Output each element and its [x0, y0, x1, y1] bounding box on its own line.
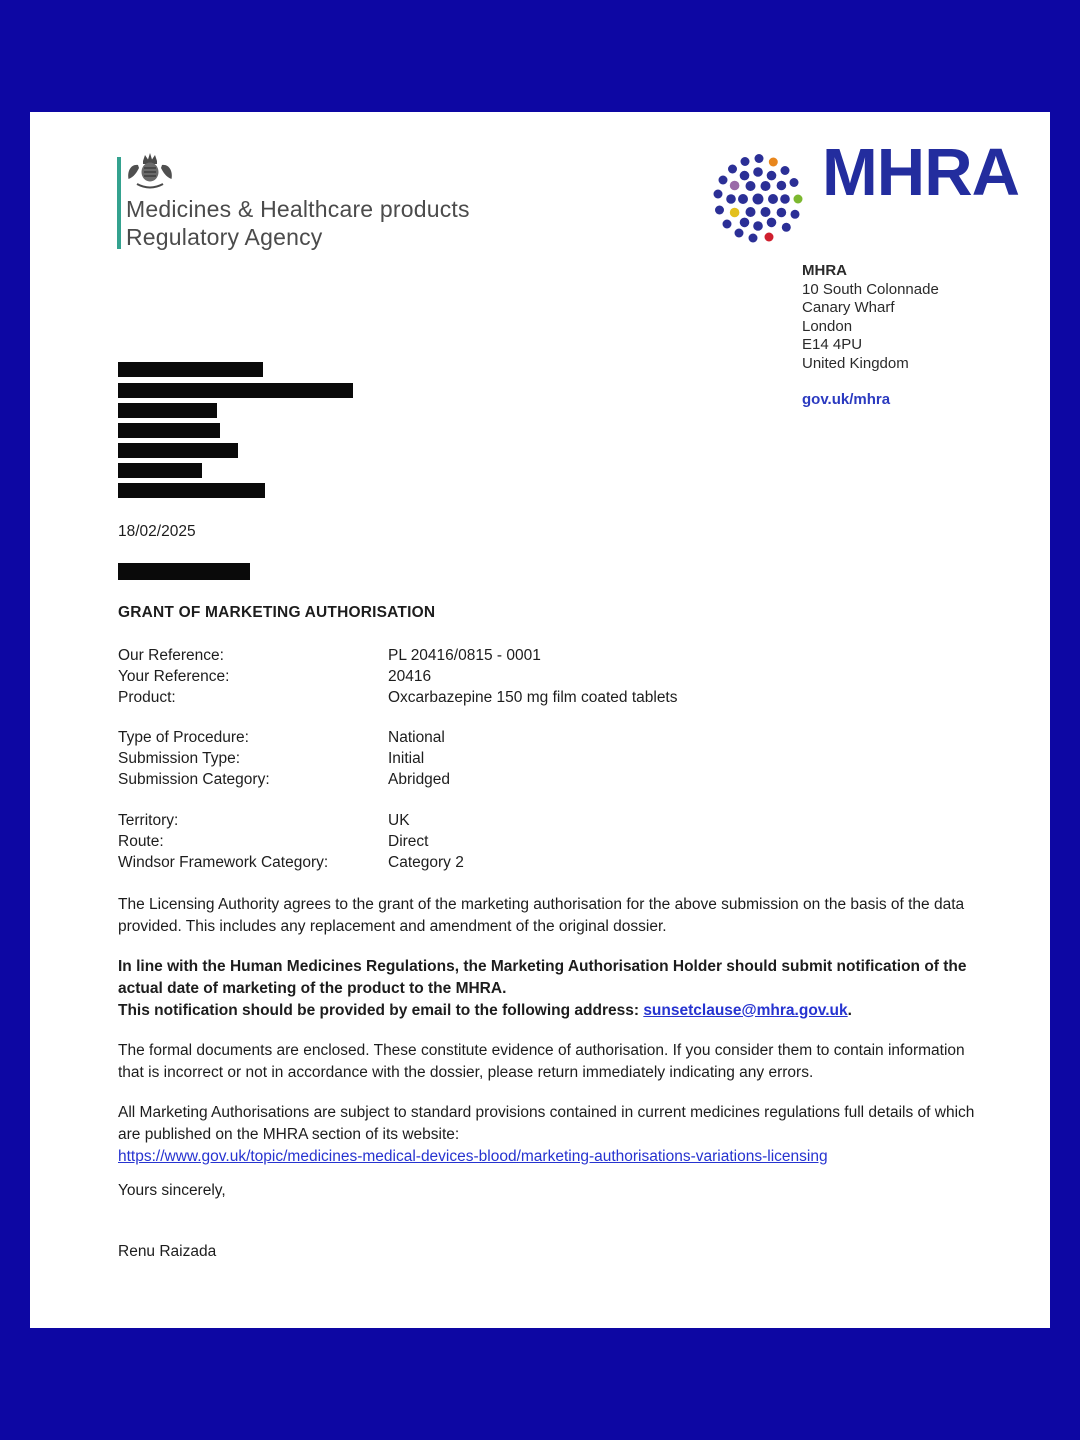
- address-line: Canary Wharf: [802, 299, 895, 316]
- procedure-table: [118, 727, 818, 790]
- mhra-address-block: [802, 262, 939, 410]
- row-value: Category 2: [388, 854, 464, 871]
- table-row: [118, 727, 818, 748]
- table-row: [118, 645, 818, 666]
- row-value: PL 20416/0815 - 0001: [388, 647, 541, 664]
- table-row: [118, 748, 818, 769]
- mhra-wordmark: MHRA: [822, 135, 1019, 210]
- table-row: [118, 831, 818, 852]
- redacted-text-bar: [118, 383, 353, 398]
- row-label: Territory:: [118, 812, 179, 829]
- teal-accent-bar: [117, 157, 121, 249]
- letter-paper: [30, 112, 1050, 1328]
- redacted-text-bar: [118, 403, 217, 418]
- letter-heading: GRANT OF MARKETING AUTHORISATION: [118, 604, 436, 621]
- row-label: Type of Procedure:: [118, 729, 249, 746]
- email-line-suffix: .: [847, 1001, 852, 1019]
- govuk-mhra-link[interactable]: gov.uk/mhra: [802, 391, 891, 408]
- paragraph-standard-provisions: [118, 1102, 980, 1167]
- notification-email-line: [118, 1000, 980, 1022]
- paragraph-formal-documents: The formal documents are enclosed. These constitute evidence of authorisation. If you consider them to contain information that is incorrect or not in accordance with the dossier, please return immediately indicating any errors.: [118, 1042, 965, 1081]
- address-name: MHRA: [802, 262, 847, 279]
- address-line: United Kingdom: [802, 354, 909, 372]
- table-row: [118, 769, 818, 790]
- sunset-clause-email-link[interactable]: sunsetclause@mhra.gov.uk: [643, 1001, 848, 1019]
- row-label: Our Reference:: [118, 647, 224, 664]
- notification-text: In line with the Human Medicines Regulations, the Marketing Authorisation Holder should submit notification of the actual date of marketing of the product to the MHRA.: [118, 958, 967, 997]
- row-value: 20416: [388, 668, 432, 685]
- redacted-text-bar: [118, 362, 263, 377]
- row-value: UK: [388, 812, 410, 829]
- table-row: [118, 810, 818, 831]
- territory-table: [118, 810, 818, 873]
- row-value: Direct: [388, 833, 429, 850]
- agency-name-line1: Medicines & Healthcare products: [126, 196, 470, 222]
- letter-date: 18/02/2025: [118, 523, 196, 540]
- row-label: Route:: [118, 833, 164, 850]
- address-line: London: [802, 317, 853, 335]
- row-value: National: [388, 729, 445, 746]
- agency-name: [126, 195, 470, 251]
- table-row: [118, 666, 818, 687]
- reference-table: [118, 645, 818, 708]
- email-line-prefix: This notification should be provided by email to the following address:: [118, 1001, 644, 1019]
- row-label: Product:: [118, 689, 176, 706]
- row-value: Abridged: [388, 771, 451, 788]
- paragraph-authority-agreement: The Licensing Authority agrees to the grant of the marketing authorisation for the above submission on the basis of the data provided. This includes any replacement and amendment of the original dossier.: [118, 896, 965, 935]
- redacted-text-bar: [118, 443, 238, 458]
- redacted-salutation-bar: [118, 563, 250, 580]
- redacted-text-bar: [118, 483, 265, 498]
- row-label: Submission Type:: [118, 750, 241, 767]
- table-row: [118, 852, 818, 873]
- closing-line: Yours sincerely,: [118, 1182, 226, 1199]
- table-row: [118, 687, 818, 708]
- provisions-text: All Marketing Authorisations are subject to standard provisions contained in current medicines regulations full details of which are published on the MHRA section of its website:: [118, 1104, 975, 1143]
- address-line: E14 4PU: [802, 336, 863, 353]
- row-value: Initial: [388, 750, 425, 767]
- row-value: Oxcarbazepine 150 mg film coated tablets: [388, 689, 678, 706]
- paragraph-notification-requirement: [118, 956, 980, 1021]
- row-label: Your Reference:: [118, 668, 230, 685]
- row-label: Windsor Framework Category:: [118, 854, 329, 871]
- row-label: Submission Category:: [118, 771, 270, 788]
- licensing-guidance-link[interactable]: https://www.gov.uk/topic/medicines-medical-devices-blood/marketing-authorisations-variations-licensing: [118, 1147, 828, 1165]
- signature-name: Renu Raizada: [118, 1243, 217, 1260]
- redacted-text-bar: [118, 463, 202, 478]
- royal-coat-of-arms-icon: [125, 152, 175, 201]
- address-line: 10 South Colonnade: [802, 280, 939, 298]
- mhra-dots-icon: [703, 144, 813, 259]
- redacted-text-bar: [118, 423, 220, 438]
- agency-name-line2: Regulatory Agency: [126, 224, 323, 250]
